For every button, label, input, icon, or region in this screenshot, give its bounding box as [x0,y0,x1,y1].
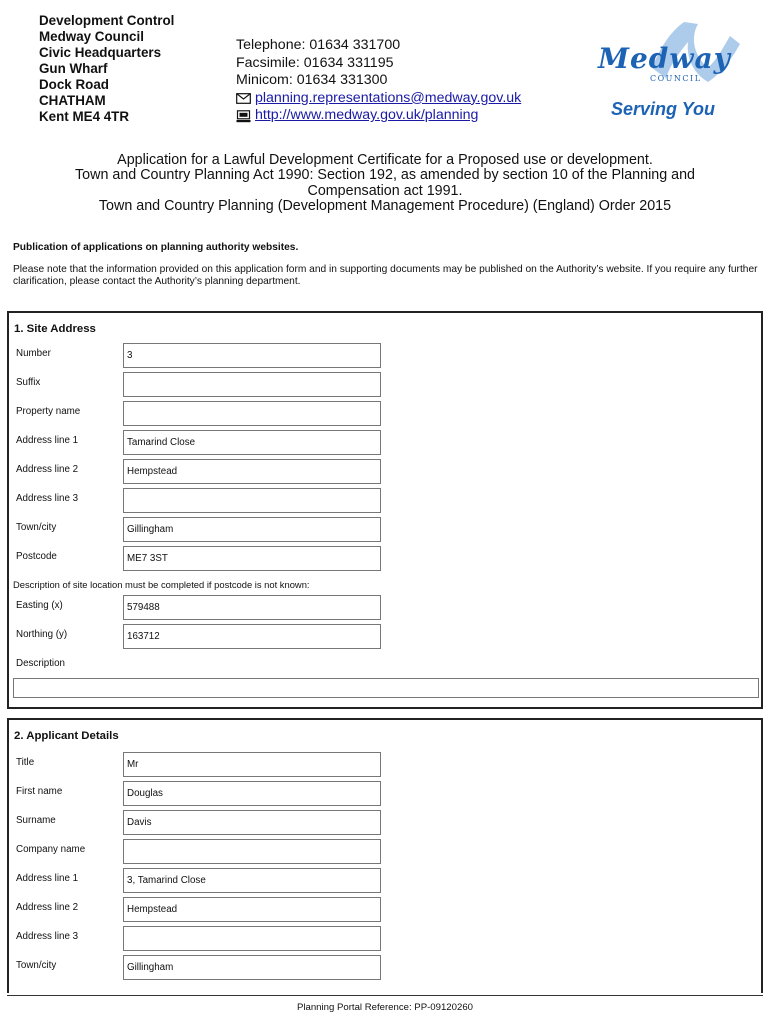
postcode-field[interactable]: ME7 3ST [123,546,381,571]
address-line-1-field[interactable]: Tamarind Close [123,430,381,455]
address-line: Dock Road [39,77,109,92]
address-line: Development Control [39,13,175,28]
applicant-details-section [7,718,763,993]
address-line: Kent ME4 4TR [39,109,130,124]
title-line: Town and Country Planning (Development Management Procedure) (England) Order 2015 [98,197,672,214]
logo-council: COUNCIL [650,74,702,83]
field-label: Town/city [16,960,57,971]
address-line: Medway Council [39,29,144,44]
company-name-field[interactable] [123,839,381,864]
publication-text: Please note that the information provided on this application form and in supporting documents may be published on the Authority’s website. If you require any further clarification, please contact the Authority’s planning department. [13,264,758,287]
field-label: Surname [16,815,56,826]
field-label: Address line 2 [16,902,79,913]
email-link[interactable]: planning.representations@medway.gov.uk [255,89,522,106]
field-label: Town/city [16,522,57,533]
field-label: Title [16,757,35,768]
property-name-field[interactable] [123,401,381,426]
logo-wordmark: Medway [598,42,731,75]
section-title: 2. Applicant Details [14,730,119,742]
field-label: Address line 3 [16,931,79,942]
field-label: Postcode [16,551,57,562]
easting-field[interactable]: 579488 [123,595,381,620]
publication-heading: Publication of applications on planning authority websites. [13,242,299,253]
applicant-address-line-1-field[interactable]: 3, Tamarind Close [123,868,381,893]
minicom: Minicom: 01634 331300 [236,72,388,89]
address-line: CHATHAM [39,93,106,108]
website-link[interactable]: http://www.medway.gov.uk/planning [255,107,479,124]
document-title [30,153,740,214]
envelope-icon [236,93,255,104]
field-label: Description [16,658,66,669]
address-line-3-field[interactable] [123,488,381,513]
field-label: Address line 1 [16,873,79,884]
site-address-section [7,311,763,709]
suffix-field[interactable] [123,372,381,397]
applicant-address-line-2-field[interactable]: Hempstead [123,897,381,922]
field-label: Easting (x) [16,600,63,611]
number-field[interactable]: 3 [123,343,381,368]
surname-field[interactable]: Davis [123,810,381,835]
field-label: Address line 3 [16,493,79,504]
contact-details [236,37,521,125]
facsimile: Facsimile: 01634 331195 [236,54,394,71]
field-label: Property name [16,406,81,417]
section-title: 1. Site Address [14,323,96,335]
description-field[interactable] [13,678,759,698]
first-name-field[interactable]: Douglas [123,781,381,806]
field-label: Address line 1 [16,435,79,446]
portal-reference: Planning Portal Reference: PP-09120260 [296,1002,473,1013]
applicant-town-city-field[interactable]: Gillingham [123,955,381,980]
field-label: Address line 2 [16,464,79,475]
field-label: First name [16,786,63,797]
location-note: Description of site location must be completed if postcode is not known: [13,579,310,590]
title-line: Application for a Lawful Development Certificate for a Proposed use or development. [117,152,653,168]
computer-icon [236,110,255,123]
northing-field[interactable]: 163712 [123,624,381,649]
title-line: Compensation act 1991. [307,182,463,199]
address-line-2-field[interactable]: Hempstead [123,459,381,484]
logo-tagline: Serving You [611,99,716,119]
medway-logo [590,18,760,128]
field-label: Company name [16,844,86,855]
field-label: Suffix [16,377,41,388]
applicant-address-line-3-field[interactable] [123,926,381,951]
field-label: Number [16,348,51,359]
address-line: Gun Wharf [39,61,108,76]
council-address [39,13,174,125]
field-label: Northing (y) [16,629,68,640]
footer-divider [7,995,763,996]
telephone: Telephone: 01634 331700 [236,37,401,53]
address-line: Civic Headquarters [39,45,162,60]
town-city-field[interactable]: Gillingham [123,517,381,542]
title-line: Town and Country Planning Act 1990: Section 192, as amended by section 10 of the Planning and [75,167,695,184]
title-field[interactable]: Mr [123,752,381,777]
